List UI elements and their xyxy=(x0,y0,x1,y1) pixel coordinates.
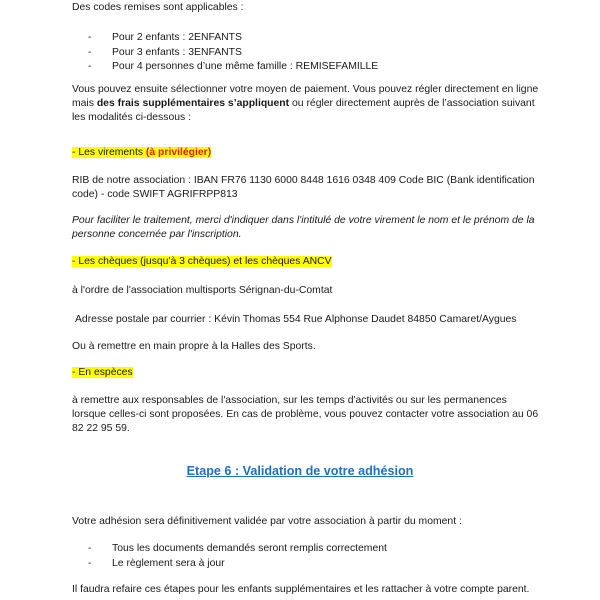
cheques-order: à l'ordre de l'association multisports Sérignan-du-Comtat xyxy=(72,285,333,296)
discount-codes-list xyxy=(88,31,378,75)
list-item: - Tous les documents demandés seront remplis correctement xyxy=(88,543,387,554)
cheques-heading: - Les chèques (jusqu'à 3 chèques) et les chèques ANCV xyxy=(72,256,332,267)
step6-intro: Votre adhésion sera définitivement validée par votre association à partir du moment : xyxy=(72,516,462,527)
list-item: - Le règlement sera à jour xyxy=(88,557,225,569)
transfer-note: Pour faciliter le traitement, merci d'indiquer dans l'intitulé de votre virement le nom et le prénom de la personne concernée par l'inscription. xyxy=(72,215,535,241)
virements-heading: - Les virements (à privilégier) xyxy=(72,147,212,158)
rib-text: RIB de notre association : IBAN FR76 1130 6000 8448 1616 0348 409 Code BIC (Bank identification code) - code SWIFT AGRIFRPP813 xyxy=(72,175,535,201)
payment-intro: Vous pouvez ensuite sélectionner votre moyen de paiement. Vous pouvez régler directement en ligne mais des frais supplémentaires s’appliquent ou régler directement auprès de l’association suivant les modalités ci-dessous : xyxy=(72,84,539,124)
especes-text: à remettre aux responsables de l'association, sur les temps d'activités ou sur les permanences lorsque celles-ci sont proposées. En cas de problème, vous pouvez contacter votre association au 06 82 22 95 59. xyxy=(72,395,539,435)
especes-heading: - En espèces xyxy=(72,367,133,378)
list-item: - Pour 2 enfants : 2ENFANTS xyxy=(88,32,242,43)
step6-footer: Il faudra refaire ces étapes pour les enfants supplémentaires et les rattacher à votre compte parent. xyxy=(72,584,530,595)
validation-conditions-list xyxy=(88,542,387,571)
hand-delivery: Ou à remettre en main propre à la Halles des Sports. xyxy=(72,341,316,352)
step6-title: Etape 6 : Validation de votre adhésion xyxy=(186,464,414,478)
postal-address: Adresse postale par courrier : Kévin Thomas 554 Rue Alphonse Daudet 84850 Camaret/Aygues xyxy=(75,314,517,325)
list-item: - Pour 4 personnes d’une même famille : REMISEFAMILLE xyxy=(88,61,379,72)
list-item: - Pour 3 enfants : 3ENFANTS xyxy=(88,46,242,58)
codes-intro: Des codes remises sont applicables : xyxy=(72,2,244,13)
